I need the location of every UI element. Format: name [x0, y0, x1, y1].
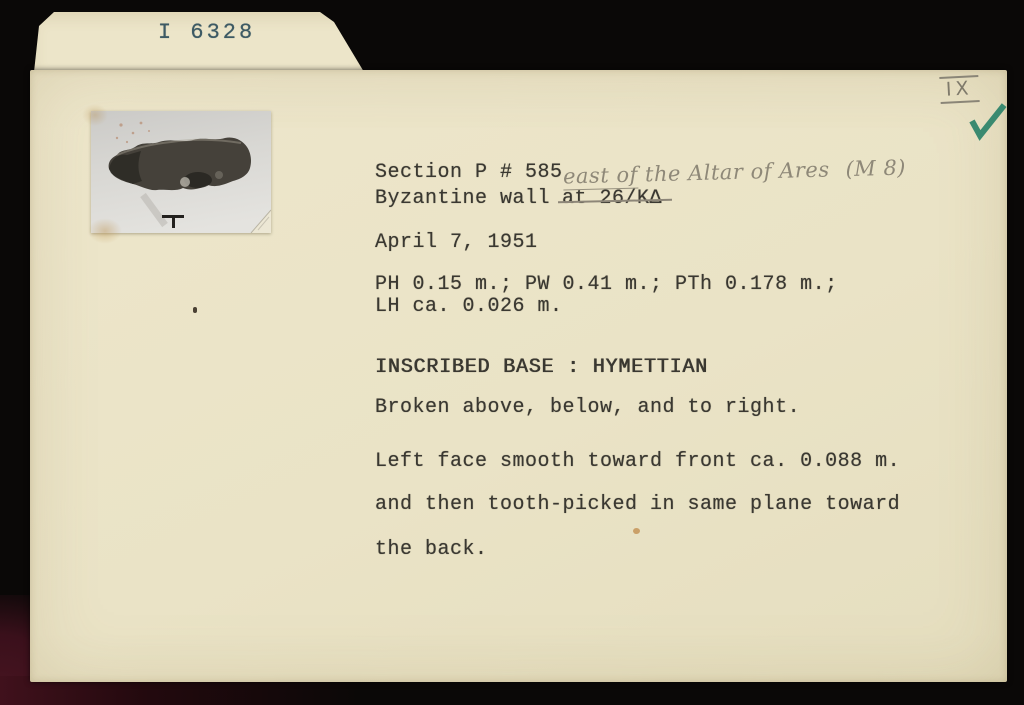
condition-line: Broken above, below, and to right. — [375, 396, 801, 419]
inventory-number-stamp: I 6328 — [158, 20, 256, 45]
stain-dot — [633, 528, 640, 534]
dimensions-line-2: LH ca. 0.026 m. — [375, 295, 563, 318]
stain-blotch-top — [82, 104, 108, 126]
description-line-1: Left face smooth toward front ca. 0.088 m. — [375, 450, 901, 473]
findspot-text: Byzantine wall — [375, 187, 551, 210]
green-checkmark-icon — [964, 97, 1011, 146]
grid-reference: (M 8) — [845, 155, 907, 182]
date-line: April 7, 1951 — [375, 231, 538, 254]
struck-text: at 26/KΔ — [562, 187, 663, 210]
handwritten-underlined: east of — [562, 162, 639, 189]
handwritten-rest: the Altar of Ares — [637, 157, 830, 187]
ink-speck — [193, 307, 197, 313]
description-line-3: the back. — [375, 538, 488, 561]
findspot-line — [375, 189, 662, 209]
classification-mark: IX — [939, 75, 979, 104]
dimensions-line-1: PH 0.15 m.; PW 0.41 m.; PTh 0.178 m.; — [375, 273, 838, 296]
catalog-card — [30, 12, 1007, 682]
stain-blotch — [88, 218, 122, 244]
description-line-2: and then tooth-picked in same plane toward — [375, 493, 901, 516]
artifact-photo — [91, 111, 271, 233]
section-line: Section P # 585 — [375, 161, 563, 184]
photo-scale-mark-icon — [162, 215, 184, 228]
object-title-line: INSCRIBED BASE : HYMETTIAN — [375, 356, 708, 379]
